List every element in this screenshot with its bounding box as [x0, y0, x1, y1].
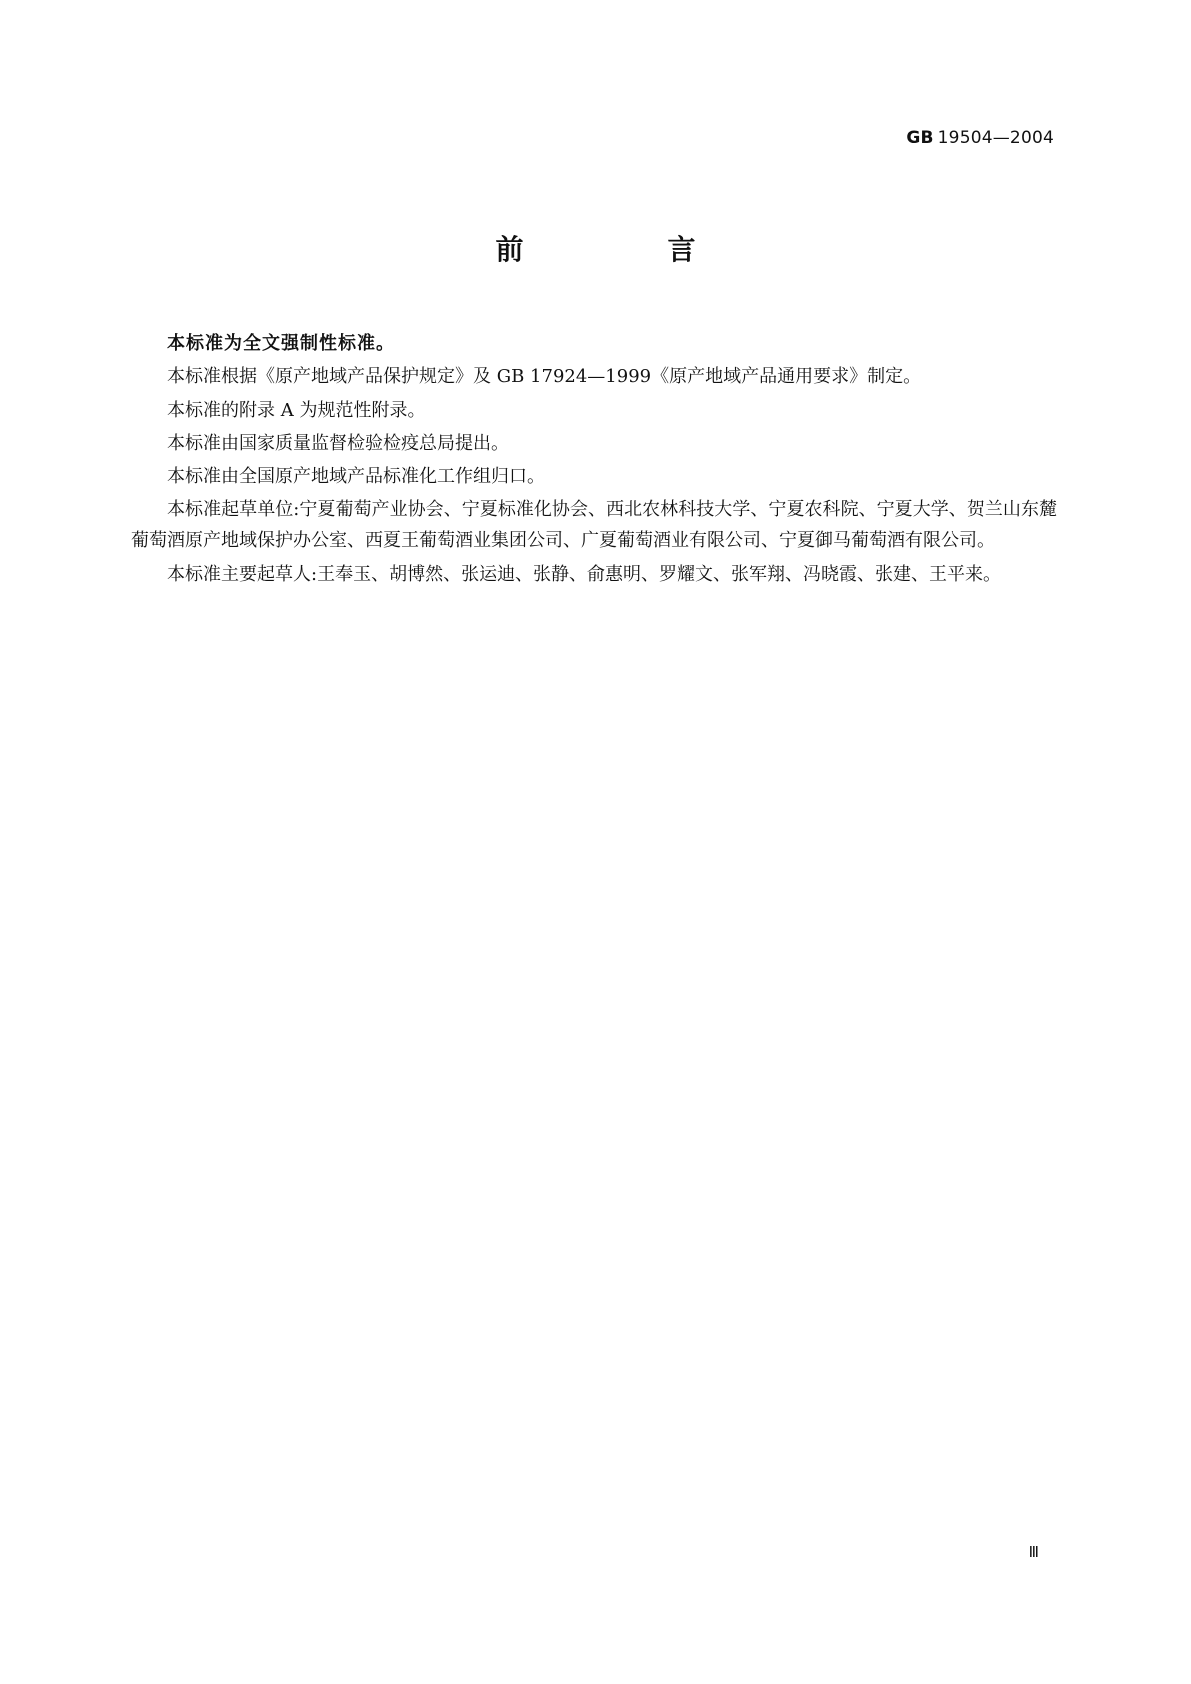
standard-prefix: GB: [906, 128, 934, 148]
paragraph-drafters: 本标准主要起草人:王奉玉、胡博然、张运迪、张静、俞惠明、罗耀文、张军翔、冯晓霞、张建、王平来。: [167, 563, 1002, 585]
page-number: Ⅲ: [1028, 1543, 1039, 1561]
paragraph-mandatory-statement: 本标准为全文强制性标准。: [167, 333, 395, 354]
standard-code: [906, 128, 1054, 148]
standard-number: 19504—2004: [937, 128, 1054, 148]
paragraph-basis: 本标准根据《原产地域产品保护规定》及 GB 17924—1999《原产地域产品通用要求》制定。: [167, 366, 922, 388]
paragraph-appendix: 本标准的附录 A 为规范性附录。: [167, 399, 426, 421]
paragraph-administrator: 本标准由全国原产地域产品标准化工作组归口。: [167, 466, 545, 488]
paragraph-drafting-units: 本标准起草单位:宁夏葡萄产业协会、宁夏标准化协会、西北农林科技大学、宁夏农科院、宁夏大学、贺兰山东麓葡萄酒原产地域保护办公室、西夏王葡萄酒业集团公司、广夏葡萄酒业有限公司、宁夏御马葡萄酒有限公司。: [131, 499, 1057, 552]
page-title: 前 言: [495, 233, 754, 266]
foreword-body: [131, 328, 1057, 592]
paragraph-proposer: 本标准由国家质量监督检验检疫总局提出。: [167, 432, 509, 454]
